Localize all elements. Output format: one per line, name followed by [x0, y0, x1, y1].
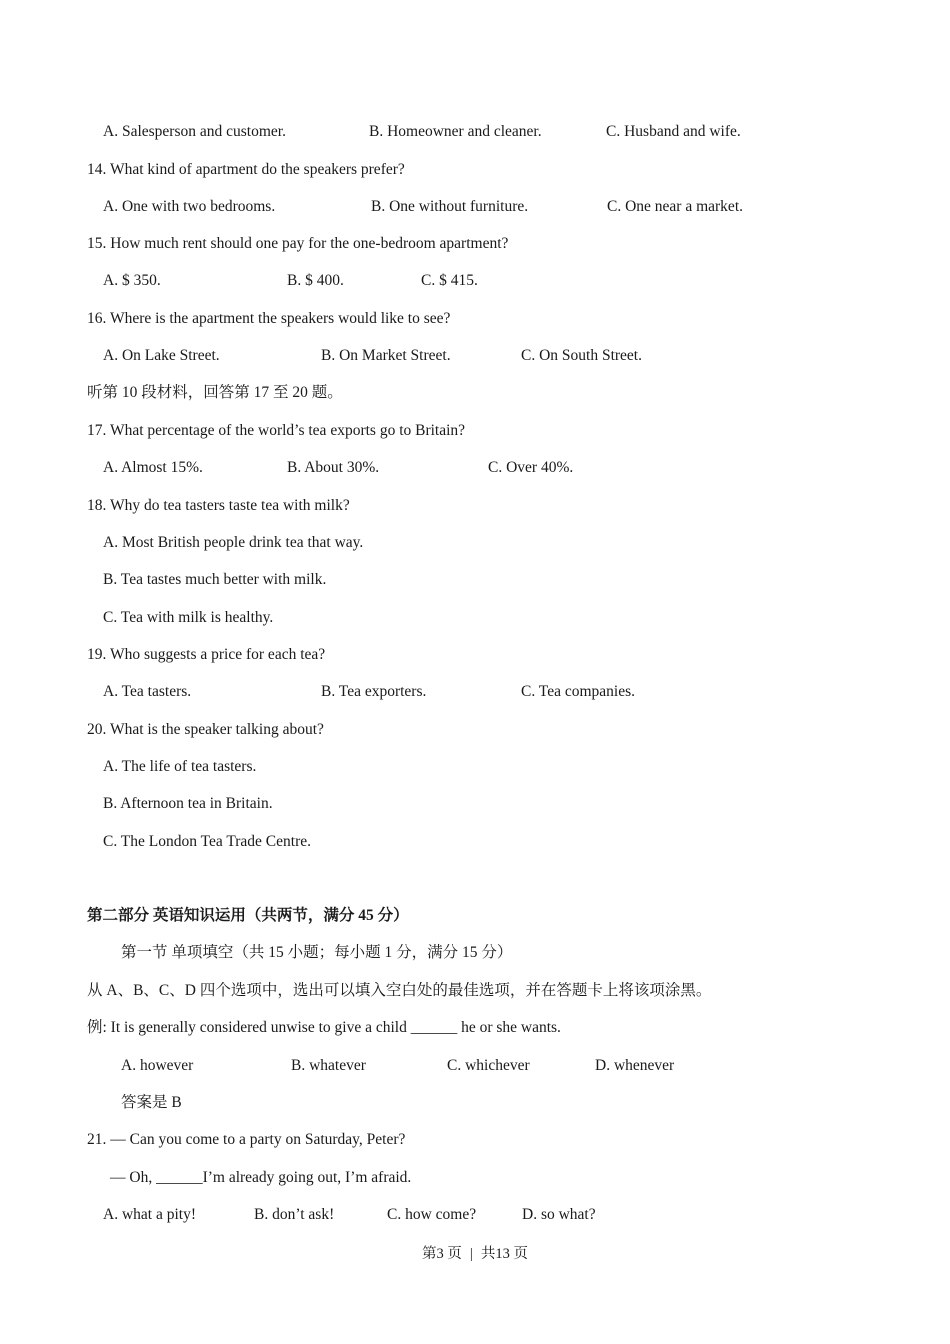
q21-option-b: B. don’t ask!: [254, 1206, 335, 1223]
q20-option-a: A. The life of tea tasters.: [103, 758, 257, 775]
q17-stem: 17. What percentage of the world’s tea exports go to Britain?: [87, 422, 466, 439]
q21-option-a: A. what a pity!: [103, 1206, 196, 1223]
q13-option-b: B. Homeowner and cleaner.: [369, 123, 542, 140]
q18-option-c: C. Tea with milk is healthy.: [103, 609, 274, 626]
q15-option-c: C. $ 415.: [421, 272, 478, 289]
q14-option-b: B. One without furniture.: [371, 198, 529, 215]
q21-option-c: C. how come?: [387, 1206, 477, 1223]
example-answer: 答案是 B: [121, 1094, 182, 1111]
q15-stem: 15. How much rent should one pay for the one-bedroom apartment?: [87, 235, 509, 252]
q16-stem: 16. Where is the apartment the speakers would like to see?: [87, 310, 451, 327]
q21-line-1: 21. — Can you come to a party on Saturday, Peter?: [87, 1131, 406, 1148]
q19-option-a: A. Tea tasters.: [103, 683, 192, 700]
q18-option-b: B. Tea tastes much better with milk.: [103, 571, 327, 588]
example-options: [0, 1056, 950, 1076]
example-option-a: A. however: [121, 1057, 194, 1074]
q21-option-d: D. so what?: [522, 1206, 596, 1223]
q14-option-a: A. One with two bedrooms.: [103, 198, 276, 215]
q20-option-c: C. The London Tea Trade Centre.: [103, 833, 311, 850]
q20-stem: 20. What is the speaker talking about?: [87, 721, 324, 738]
example-option-d: D. whenever: [595, 1057, 675, 1074]
q16-option-a: A. On Lake Street.: [103, 347, 220, 364]
q13-option-c: C. Husband and wife.: [606, 123, 741, 140]
page-number: 第3 页: [422, 1246, 462, 1262]
q19-stem: 19. Who suggests a price for each tea?: [87, 646, 326, 663]
q16-option-c: C. On South Street.: [521, 347, 642, 364]
q20-option-b: B. Afternoon tea in Britain.: [103, 795, 273, 812]
example-option-b: B. whatever: [291, 1057, 366, 1074]
example-stem: 例: It is generally considered unwise to give a child ______ he or she wants.: [87, 1019, 561, 1036]
q21-line-2: — Oh, ______I’m already going out, I’m afraid.: [110, 1169, 412, 1186]
q14-option-c: C. One near a market.: [607, 198, 743, 215]
q21-options: [0, 1205, 950, 1225]
q17-option-b: B. About 30%.: [287, 459, 380, 476]
footer-separator: |: [469, 1246, 473, 1262]
example-option-c: C. whichever: [447, 1057, 530, 1074]
q18-option-a: A. Most British people drink tea that way.: [103, 534, 364, 551]
q19-option-c: C. Tea companies.: [521, 683, 635, 700]
q19-option-b: B. Tea exporters.: [321, 683, 427, 700]
section-1-heading: 第一节 单项填空（共 15 小题；每小题 1 分，满分 15 分）: [121, 944, 513, 961]
q18-stem: 18. Why do tea tasters taste tea with milk?: [87, 497, 350, 514]
q14-stem: 14. What kind of apartment do the speakers prefer?: [87, 161, 405, 178]
q13-option-a: A. Salesperson and customer.: [103, 123, 286, 140]
q15-option-b: B. $ 400.: [287, 272, 344, 289]
q17-option-a: A. Almost 15%.: [103, 459, 203, 476]
passage-10-instruction: 听第 10 段材料，回答第 17 至 20 题。: [87, 384, 343, 401]
q19-options: [0, 682, 950, 702]
q15-options: [0, 271, 950, 291]
q15-option-a: A. $ 350.: [103, 272, 161, 289]
q14-options: [0, 197, 950, 217]
part-2-instruction: 从 A、B、C、D 四个选项中，选出可以填入空白处的最佳选项，并在答题卡上将该项涂黑。: [87, 982, 712, 999]
page-footer: [0, 1244, 950, 1264]
q16-options: [0, 346, 950, 366]
page-total: 共13 页: [480, 1246, 528, 1262]
part-2-heading: 第二部分 英语知识运用（共两节，满分 45 分）: [87, 907, 409, 924]
q17-option-c: C. Over 40%.: [488, 459, 574, 476]
q13-options: [0, 122, 950, 142]
q16-option-b: B. On Market Street.: [321, 347, 451, 364]
q17-options: [0, 458, 950, 478]
